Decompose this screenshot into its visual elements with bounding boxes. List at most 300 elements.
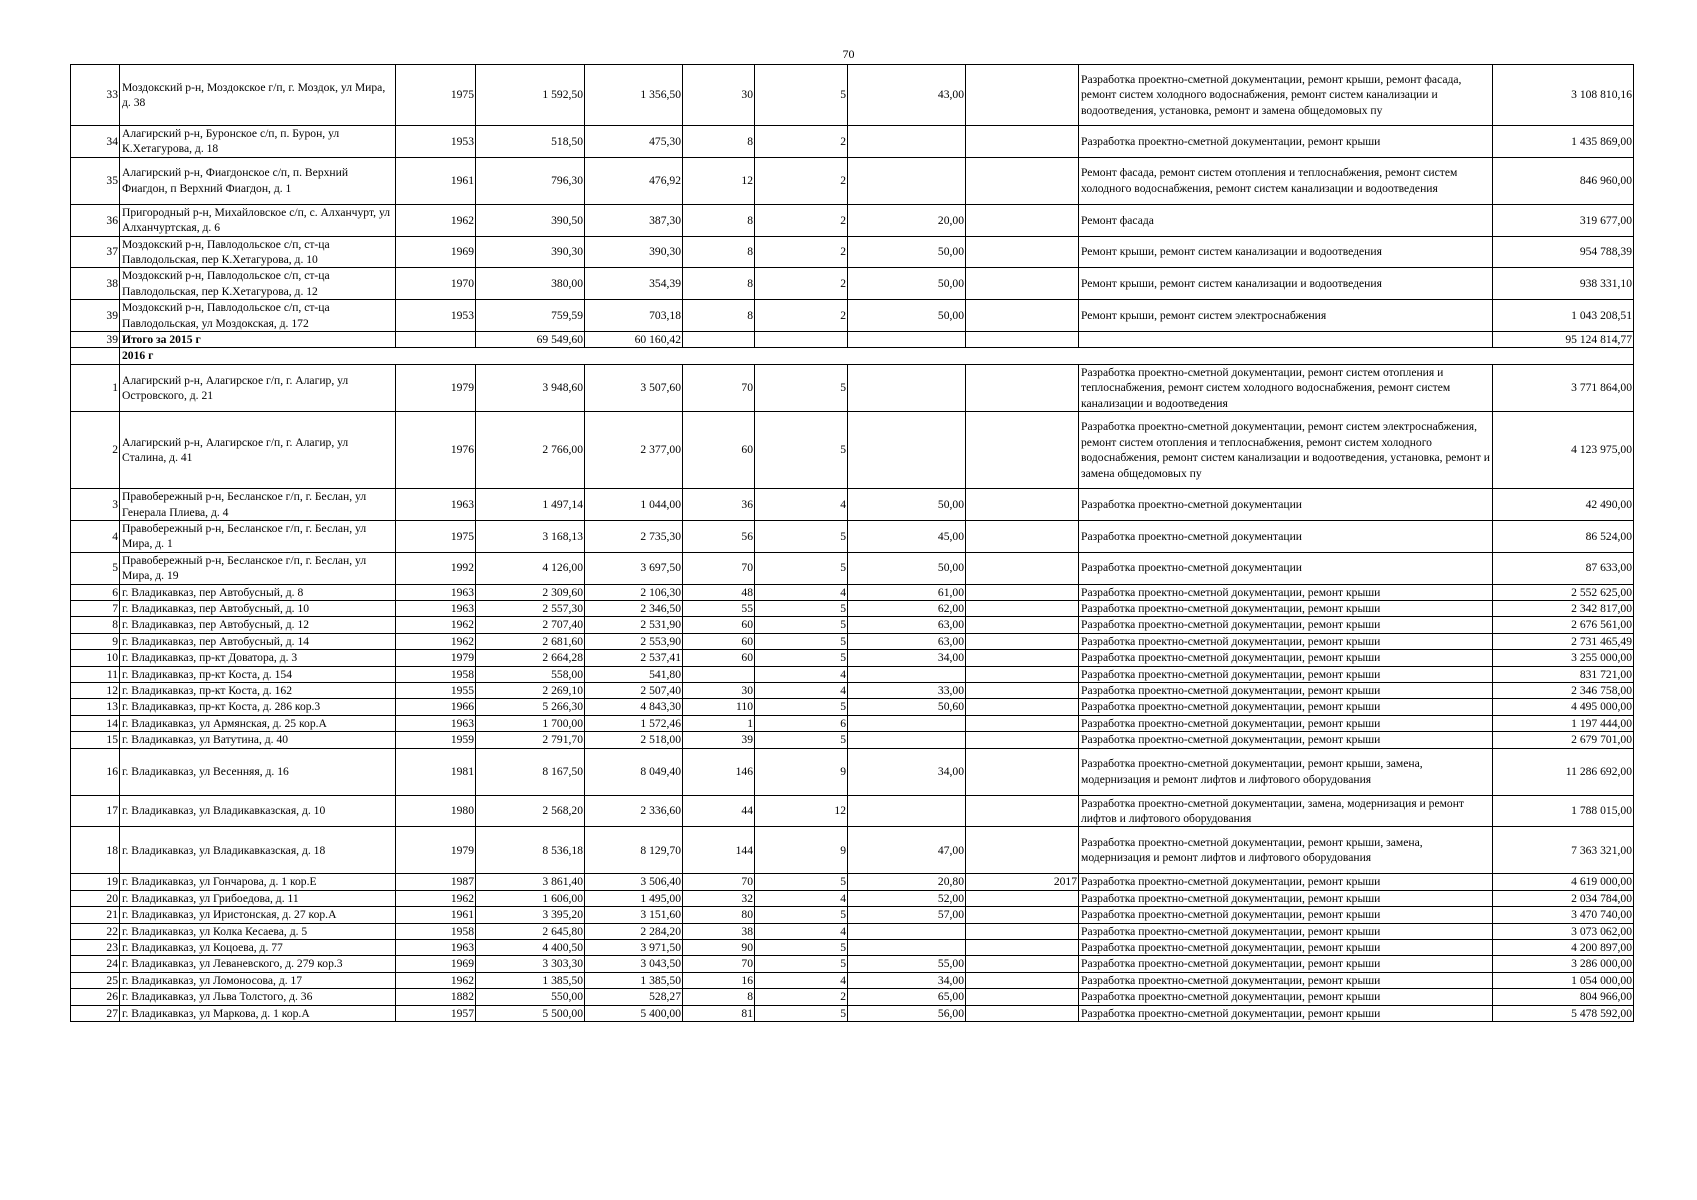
last-repair-year-cell [966, 489, 1079, 521]
living-area-cell: 354,39 [585, 268, 683, 300]
build-year-cell: 1980 [396, 795, 476, 827]
table-row [71, 204, 1634, 236]
cost-cell: 831 721,00 [1493, 666, 1634, 682]
address-cell: г. Владикавказ, ул Гончарова, д. 1 кор.Е [120, 874, 396, 890]
total-empty [755, 332, 848, 348]
address-cell: Пригородный р-н, Михайловское с/п, с. Алханчурт, ул Алханчуртская, д. 6 [120, 204, 396, 236]
last-repair-year-cell [966, 650, 1079, 666]
floors-cell: 5 [755, 552, 848, 584]
total-area-cell: 2 645,80 [476, 923, 585, 939]
living-area-cell: 2 346,50 [585, 600, 683, 616]
build-year-cell: 1963 [396, 600, 476, 616]
total-area-cell: 796,30 [476, 157, 585, 204]
row-number: 24 [71, 956, 120, 972]
last-repair-year-cell [966, 126, 1079, 158]
residents-cell: 70 [683, 956, 755, 972]
address-cell: г. Владикавказ, ул Ломоносова, д. 17 [120, 972, 396, 988]
wear-percent-cell [848, 666, 966, 682]
last-repair-year-cell [966, 795, 1079, 827]
total-area-cell: 4 400,50 [476, 940, 585, 956]
table-row [71, 600, 1634, 616]
residents-cell: 32 [683, 890, 755, 906]
total-area-cell: 3 861,40 [476, 874, 585, 890]
wear-percent-cell [848, 157, 966, 204]
living-area-cell: 541,80 [585, 666, 683, 682]
works-description-cell: Разработка проектно-сметной документации, ремонт крыши [1079, 584, 1493, 600]
row-number: 26 [71, 989, 120, 1005]
table-row [71, 412, 1634, 489]
works-description-cell: Разработка проектно-сметной документации, ремонт крыши [1079, 715, 1493, 731]
row-number: 33 [71, 65, 120, 126]
wear-percent-cell: 50,00 [848, 300, 966, 332]
cost-cell: 2 552 625,00 [1493, 584, 1634, 600]
residents-cell [683, 666, 755, 682]
total-area-cell: 5 500,00 [476, 1005, 585, 1021]
address-cell: г. Владикавказ, ул Леваневского, д. 279 кор.3 [120, 956, 396, 972]
last-repair-year-cell [966, 236, 1079, 268]
last-repair-year-cell [966, 157, 1079, 204]
wear-percent-cell [848, 715, 966, 731]
works-description-cell: Ремонт крыши, ремонт систем электроснабжения [1079, 300, 1493, 332]
wear-percent-cell: 56,00 [848, 1005, 966, 1021]
total-cost: 95 124 814,77 [1493, 332, 1634, 348]
total-count: 39 [71, 332, 120, 348]
address-cell: г. Владикавказ, ул Коцоева, д. 77 [120, 940, 396, 956]
address-cell: Моздокский р-н, Павлодольское с/п, ст-ца Павлодольская, ул Моздокская, д. 172 [120, 300, 396, 332]
table-row [71, 520, 1634, 552]
last-repair-year-cell [966, 956, 1079, 972]
floors-cell: 9 [755, 827, 848, 874]
build-year-cell: 1963 [396, 584, 476, 600]
total-area-cell: 390,30 [476, 236, 585, 268]
floors-cell: 5 [755, 650, 848, 666]
wear-percent-cell [848, 364, 966, 411]
row-number: 38 [71, 268, 120, 300]
living-area-cell: 2 735,30 [585, 520, 683, 552]
floors-cell: 5 [755, 732, 848, 748]
living-area-cell: 4 843,30 [585, 699, 683, 715]
last-repair-year-cell [966, 890, 1079, 906]
row-number: 21 [71, 907, 120, 923]
works-description-cell: Разработка проектно-сметной документации, ремонт крыши [1079, 682, 1493, 698]
address-cell: г. Владикавказ, ул Ватутина, д. 40 [120, 732, 396, 748]
living-area-cell: 2 507,40 [585, 682, 683, 698]
total-label: Итого за 2015 г [120, 332, 396, 348]
wear-percent-cell: 50,00 [848, 268, 966, 300]
total-area-cell: 380,00 [476, 268, 585, 300]
row-number: 16 [71, 748, 120, 795]
cost-cell: 954 788,39 [1493, 236, 1634, 268]
works-description-cell: Разработка проектно-сметной документации, ремонт систем электроснабжения, ремонт систем отопления и теплоснабжения, ремонт систем холодного водоснабжения, ремонт систем канализации и водоотведения, установка, ремонт и замена общедомовых пу [1079, 412, 1493, 489]
floors-cell: 5 [755, 65, 848, 126]
floors-cell: 2 [755, 989, 848, 1005]
row-number: 35 [71, 157, 120, 204]
last-repair-year-cell [966, 552, 1079, 584]
living-area-cell: 2 377,00 [585, 412, 683, 489]
total-area-cell: 1 497,14 [476, 489, 585, 521]
rows-2015 [71, 65, 1634, 332]
residents-cell: 12 [683, 157, 755, 204]
works-description-cell: Разработка проектно-сметной документации, ремонт крыши [1079, 972, 1493, 988]
living-area-cell: 1 044,00 [585, 489, 683, 521]
floors-cell: 5 [755, 940, 848, 956]
row-number: 34 [71, 126, 120, 158]
build-year-cell: 1963 [396, 489, 476, 521]
works-description-cell: Разработка проектно-сметной документации, ремонт крыши [1079, 923, 1493, 939]
address-cell: г. Владикавказ, ул Владикавказская, д. 18 [120, 827, 396, 874]
table-row [71, 748, 1634, 795]
address-cell: Алагирский р-н, Алагирское г/п, г. Алагир, ул Островского, д. 21 [120, 364, 396, 411]
address-cell: Моздокский р-н, Павлодольское с/п, ст-ца Павлодольская, пер К.Хетагурова, д. 10 [120, 236, 396, 268]
residents-cell: 39 [683, 732, 755, 748]
build-year-cell: 1959 [396, 732, 476, 748]
floors-cell: 4 [755, 923, 848, 939]
cost-cell: 3 470 740,00 [1493, 907, 1634, 923]
last-repair-year-cell [966, 666, 1079, 682]
living-area-cell: 2 284,20 [585, 923, 683, 939]
floors-cell: 4 [755, 489, 848, 521]
works-description-cell: Разработка проектно-сметной документации, ремонт крыши [1079, 1005, 1493, 1021]
address-cell: г. Владикавказ, ул Льва Толстого, д. 36 [120, 989, 396, 1005]
build-year-cell: 1987 [396, 874, 476, 890]
build-year-cell: 1975 [396, 520, 476, 552]
total-area-cell: 759,59 [476, 300, 585, 332]
table-row [71, 682, 1634, 698]
floors-cell: 4 [755, 584, 848, 600]
total-empty [966, 332, 1079, 348]
floors-cell: 2 [755, 268, 848, 300]
cost-cell: 3 073 062,00 [1493, 923, 1634, 939]
living-area-cell: 1 385,50 [585, 972, 683, 988]
living-area-cell: 2 106,30 [585, 584, 683, 600]
wear-percent-cell: 52,00 [848, 890, 966, 906]
cost-cell: 938 331,10 [1493, 268, 1634, 300]
address-cell: г. Владикавказ, пер Автобусный, д. 14 [120, 633, 396, 649]
year-header-row-2016 [71, 348, 1634, 364]
cost-cell: 2 676 561,00 [1493, 617, 1634, 633]
last-repair-year-cell [966, 600, 1079, 616]
living-area-cell: 1 356,50 [585, 65, 683, 126]
living-area-cell: 2 553,90 [585, 633, 683, 649]
wear-percent-cell: 63,00 [848, 617, 966, 633]
total-area-cell: 2 766,00 [476, 412, 585, 489]
row-number: 4 [71, 520, 120, 552]
residents-cell: 8 [683, 300, 755, 332]
residents-cell: 60 [683, 650, 755, 666]
cost-cell: 42 490,00 [1493, 489, 1634, 521]
wear-percent-cell: 43,00 [848, 65, 966, 126]
row-number: 37 [71, 236, 120, 268]
floors-cell: 5 [755, 520, 848, 552]
build-year-cell: 1975 [396, 65, 476, 126]
living-area-cell: 8 049,40 [585, 748, 683, 795]
capital-repair-table [70, 64, 1634, 1022]
row-number: 3 [71, 489, 120, 521]
last-repair-year-cell [966, 715, 1079, 731]
total-empty [683, 332, 755, 348]
table-row [71, 65, 1634, 126]
works-description-cell: Ремонт крыши, ремонт систем канализации и водоотведения [1079, 236, 1493, 268]
last-repair-year-cell [966, 584, 1079, 600]
last-repair-year-cell [966, 204, 1079, 236]
row-number: 9 [71, 633, 120, 649]
total-row-2015 [71, 332, 1634, 348]
last-repair-year-cell [966, 520, 1079, 552]
last-repair-year-cell [966, 617, 1079, 633]
cost-cell: 2 342 817,00 [1493, 600, 1634, 616]
living-area-cell: 390,30 [585, 236, 683, 268]
row-number: 1 [71, 364, 120, 411]
wear-percent-cell [848, 732, 966, 748]
works-description-cell: Разработка проектно-сметной документации, ремонт систем отопления и теплоснабжения, ремонт систем холодного водоснабжения, ремонт систем канализации и водоотведения [1079, 364, 1493, 411]
wear-percent-cell: 55,00 [848, 956, 966, 972]
floors-cell: 4 [755, 890, 848, 906]
floors-cell: 2 [755, 300, 848, 332]
cost-cell: 5 478 592,00 [1493, 1005, 1634, 1021]
works-description-cell: Разработка проектно-сметной документации, ремонт крыши [1079, 956, 1493, 972]
row-number: 13 [71, 699, 120, 715]
wear-percent-cell: 50,00 [848, 552, 966, 584]
address-cell: г. Владикавказ, пер Автобусный, д. 12 [120, 617, 396, 633]
table-row [71, 874, 1634, 890]
works-description-cell: Разработка проектно-сметной документации, ремонт крыши [1079, 907, 1493, 923]
residents-cell: 60 [683, 633, 755, 649]
total-empty [396, 332, 476, 348]
table-row [71, 552, 1634, 584]
last-repair-year-cell [966, 907, 1079, 923]
residents-cell: 110 [683, 699, 755, 715]
row-number: 7 [71, 600, 120, 616]
build-year-cell: 1969 [396, 956, 476, 972]
total-area-cell: 3 948,60 [476, 364, 585, 411]
build-year-cell: 1962 [396, 890, 476, 906]
last-repair-year-cell [966, 748, 1079, 795]
row-number: 39 [71, 300, 120, 332]
living-area-cell: 387,30 [585, 204, 683, 236]
residents-cell: 48 [683, 584, 755, 600]
cost-cell: 319 677,00 [1493, 204, 1634, 236]
floors-cell: 5 [755, 1005, 848, 1021]
table-row [71, 489, 1634, 521]
cost-cell: 2 346 758,00 [1493, 682, 1634, 698]
table-row [71, 907, 1634, 923]
cost-cell: 846 960,00 [1493, 157, 1634, 204]
works-description-cell: Разработка проектно-сметной документации, ремонт крыши [1079, 874, 1493, 890]
build-year-cell: 1882 [396, 989, 476, 1005]
row-number: 14 [71, 715, 120, 731]
cost-cell: 1 197 444,00 [1493, 715, 1634, 731]
total-area-cell: 2 681,60 [476, 633, 585, 649]
living-area-cell: 3 043,50 [585, 956, 683, 972]
row-number: 10 [71, 650, 120, 666]
build-year-cell: 1970 [396, 268, 476, 300]
table-row [71, 732, 1634, 748]
total-area-cell: 558,00 [476, 666, 585, 682]
living-area-cell: 528,27 [585, 989, 683, 1005]
build-year-cell: 1962 [396, 633, 476, 649]
cost-cell: 3 108 810,16 [1493, 65, 1634, 126]
cost-cell: 87 633,00 [1493, 552, 1634, 584]
cost-cell: 2 034 784,00 [1493, 890, 1634, 906]
works-description-cell: Разработка проектно-сметной документации, замена, модернизация и ремонт лифтов и лифтового оборудования [1079, 795, 1493, 827]
build-year-cell: 1963 [396, 715, 476, 731]
works-description-cell: Ремонт крыши, ремонт систем канализации и водоотведения [1079, 268, 1493, 300]
works-description-cell: Разработка проектно-сметной документации, ремонт крыши [1079, 666, 1493, 682]
wear-percent-cell: 45,00 [848, 520, 966, 552]
table-row [71, 940, 1634, 956]
address-cell: Моздокский р-н, Моздокское г/п, г. Моздок, ул Мира, д. 38 [120, 65, 396, 126]
wear-percent-cell: 33,00 [848, 682, 966, 698]
last-repair-year-cell: 2017 [966, 874, 1079, 890]
wear-percent-cell: 34,00 [848, 650, 966, 666]
total-area-cell: 2 707,40 [476, 617, 585, 633]
residents-cell: 70 [683, 874, 755, 890]
living-area-cell: 3 151,60 [585, 907, 683, 923]
cost-cell: 7 363 321,00 [1493, 827, 1634, 874]
table-row [71, 617, 1634, 633]
address-cell: г. Владикавказ, ул Колка Кесаева, д. 5 [120, 923, 396, 939]
row-number: 17 [71, 795, 120, 827]
table-row [71, 715, 1634, 731]
total-area-cell: 2 269,10 [476, 682, 585, 698]
last-repair-year-cell [966, 682, 1079, 698]
total-area-cell: 390,50 [476, 204, 585, 236]
residents-cell: 38 [683, 923, 755, 939]
build-year-cell: 1961 [396, 157, 476, 204]
floors-cell: 2 [755, 157, 848, 204]
works-description-cell: Разработка проектно-сметной документации, ремонт крыши [1079, 650, 1493, 666]
wear-percent-cell: 34,00 [848, 748, 966, 795]
wear-percent-cell: 50,00 [848, 489, 966, 521]
last-repair-year-cell [966, 827, 1079, 874]
residents-cell: 80 [683, 907, 755, 923]
address-cell: Правобережный р-н, Бесланское г/п, г. Беслан, ул Мира, д. 19 [120, 552, 396, 584]
residents-cell: 30 [683, 65, 755, 126]
residents-cell: 70 [683, 552, 755, 584]
row-number: 11 [71, 666, 120, 682]
floors-cell: 5 [755, 617, 848, 633]
living-area-cell: 8 129,70 [585, 827, 683, 874]
wear-percent-cell: 50,60 [848, 699, 966, 715]
total-area-cell: 3 395,20 [476, 907, 585, 923]
build-year-cell: 1969 [396, 236, 476, 268]
address-cell: г. Владикавказ, ул Иристонская, д. 27 кор.А [120, 907, 396, 923]
total-area-cell: 2 557,30 [476, 600, 585, 616]
address-cell: г. Владикавказ, пер Автобусный, д. 8 [120, 584, 396, 600]
last-repair-year-cell [966, 732, 1079, 748]
table-row [71, 300, 1634, 332]
row-number: 15 [71, 732, 120, 748]
total-area-cell: 2 568,20 [476, 795, 585, 827]
residents-cell: 144 [683, 827, 755, 874]
table-row [71, 972, 1634, 988]
last-repair-year-cell [966, 972, 1079, 988]
living-area-cell: 475,30 [585, 126, 683, 158]
floors-cell: 5 [755, 956, 848, 972]
address-cell: г. Владикавказ, пр-кт Коста, д. 286 кор.3 [120, 699, 396, 715]
build-year-cell: 1962 [396, 617, 476, 633]
build-year-cell: 1979 [396, 650, 476, 666]
build-year-cell: 1958 [396, 923, 476, 939]
floors-cell: 9 [755, 748, 848, 795]
floors-cell: 2 [755, 204, 848, 236]
total-area-cell: 1 592,50 [476, 65, 585, 126]
floors-cell: 4 [755, 972, 848, 988]
table-row [71, 956, 1634, 972]
build-year-cell: 1961 [396, 907, 476, 923]
works-description-cell: Разработка проектно-сметной документации, ремонт крыши, замена, модернизация и ремонт лифтов и лифтового оборудования [1079, 827, 1493, 874]
floors-cell: 5 [755, 699, 848, 715]
wear-percent-cell [848, 940, 966, 956]
address-cell: г. Владикавказ, ул Весенняя, д. 16 [120, 748, 396, 795]
cost-cell: 804 966,00 [1493, 989, 1634, 1005]
residents-cell: 8 [683, 236, 755, 268]
residents-cell: 81 [683, 1005, 755, 1021]
residents-cell: 70 [683, 364, 755, 411]
row-number: 20 [71, 890, 120, 906]
table-row [71, 268, 1634, 300]
build-year-cell: 1955 [396, 682, 476, 698]
wear-percent-cell: 20,00 [848, 204, 966, 236]
residents-cell: 146 [683, 748, 755, 795]
table-row [71, 633, 1634, 649]
works-description-cell: Разработка проектно-сметной документации, ремонт крыши [1079, 600, 1493, 616]
row-number: 8 [71, 617, 120, 633]
living-area-cell: 3 506,40 [585, 874, 683, 890]
total-area-total: 69 549,60 [476, 332, 585, 348]
cost-cell: 1 788 015,00 [1493, 795, 1634, 827]
address-cell: г. Владикавказ, ул Армянская, д. 25 кор.А [120, 715, 396, 731]
floors-cell: 5 [755, 633, 848, 649]
living-area-cell: 3 971,50 [585, 940, 683, 956]
build-year-cell: 1953 [396, 300, 476, 332]
works-description-cell: Разработка проектно-сметной документации [1079, 552, 1493, 584]
last-repair-year-cell [966, 412, 1079, 489]
total-area-cell: 1 385,50 [476, 972, 585, 988]
address-cell: г. Владикавказ, ул Грибоедова, д. 11 [120, 890, 396, 906]
wear-percent-cell: 61,00 [848, 584, 966, 600]
cost-cell: 1 435 869,00 [1493, 126, 1634, 158]
wear-percent-cell: 20,80 [848, 874, 966, 890]
total-2015 [71, 332, 1634, 365]
address-cell: г. Владикавказ, пр-кт Доватора, д. 3 [120, 650, 396, 666]
build-year-cell: 1957 [396, 1005, 476, 1021]
works-description-cell: Разработка проектно-сметной документации, ремонт крыши [1079, 989, 1493, 1005]
address-cell: Алагирский р-н, Буронское с/п, п. Бурон, ул К.Хетагурова, д. 18 [120, 126, 396, 158]
table-row [71, 584, 1634, 600]
floors-cell: 4 [755, 682, 848, 698]
residents-cell: 1 [683, 715, 755, 731]
cost-cell: 2 731 465,49 [1493, 633, 1634, 649]
residents-cell: 16 [683, 972, 755, 988]
address-cell: г. Владикавказ, пер Автобусный, д. 10 [120, 600, 396, 616]
cost-cell: 4 619 000,00 [1493, 874, 1634, 890]
build-year-cell: 1958 [396, 666, 476, 682]
living-area-cell: 2 531,90 [585, 617, 683, 633]
table-row [71, 236, 1634, 268]
living-area-cell: 3 697,50 [585, 552, 683, 584]
table-row [71, 890, 1634, 906]
address-cell: г. Владикавказ, пр-кт Коста, д. 162 [120, 682, 396, 698]
last-repair-year-cell [966, 364, 1079, 411]
total-area-cell: 4 126,00 [476, 552, 585, 584]
wear-percent-cell: 62,00 [848, 600, 966, 616]
residents-cell: 8 [683, 204, 755, 236]
page-number: 70 [842, 47, 855, 61]
total-area-cell: 5 266,30 [476, 699, 585, 715]
total-area-living: 60 160,42 [585, 332, 683, 348]
total-area-cell: 8 536,18 [476, 827, 585, 874]
